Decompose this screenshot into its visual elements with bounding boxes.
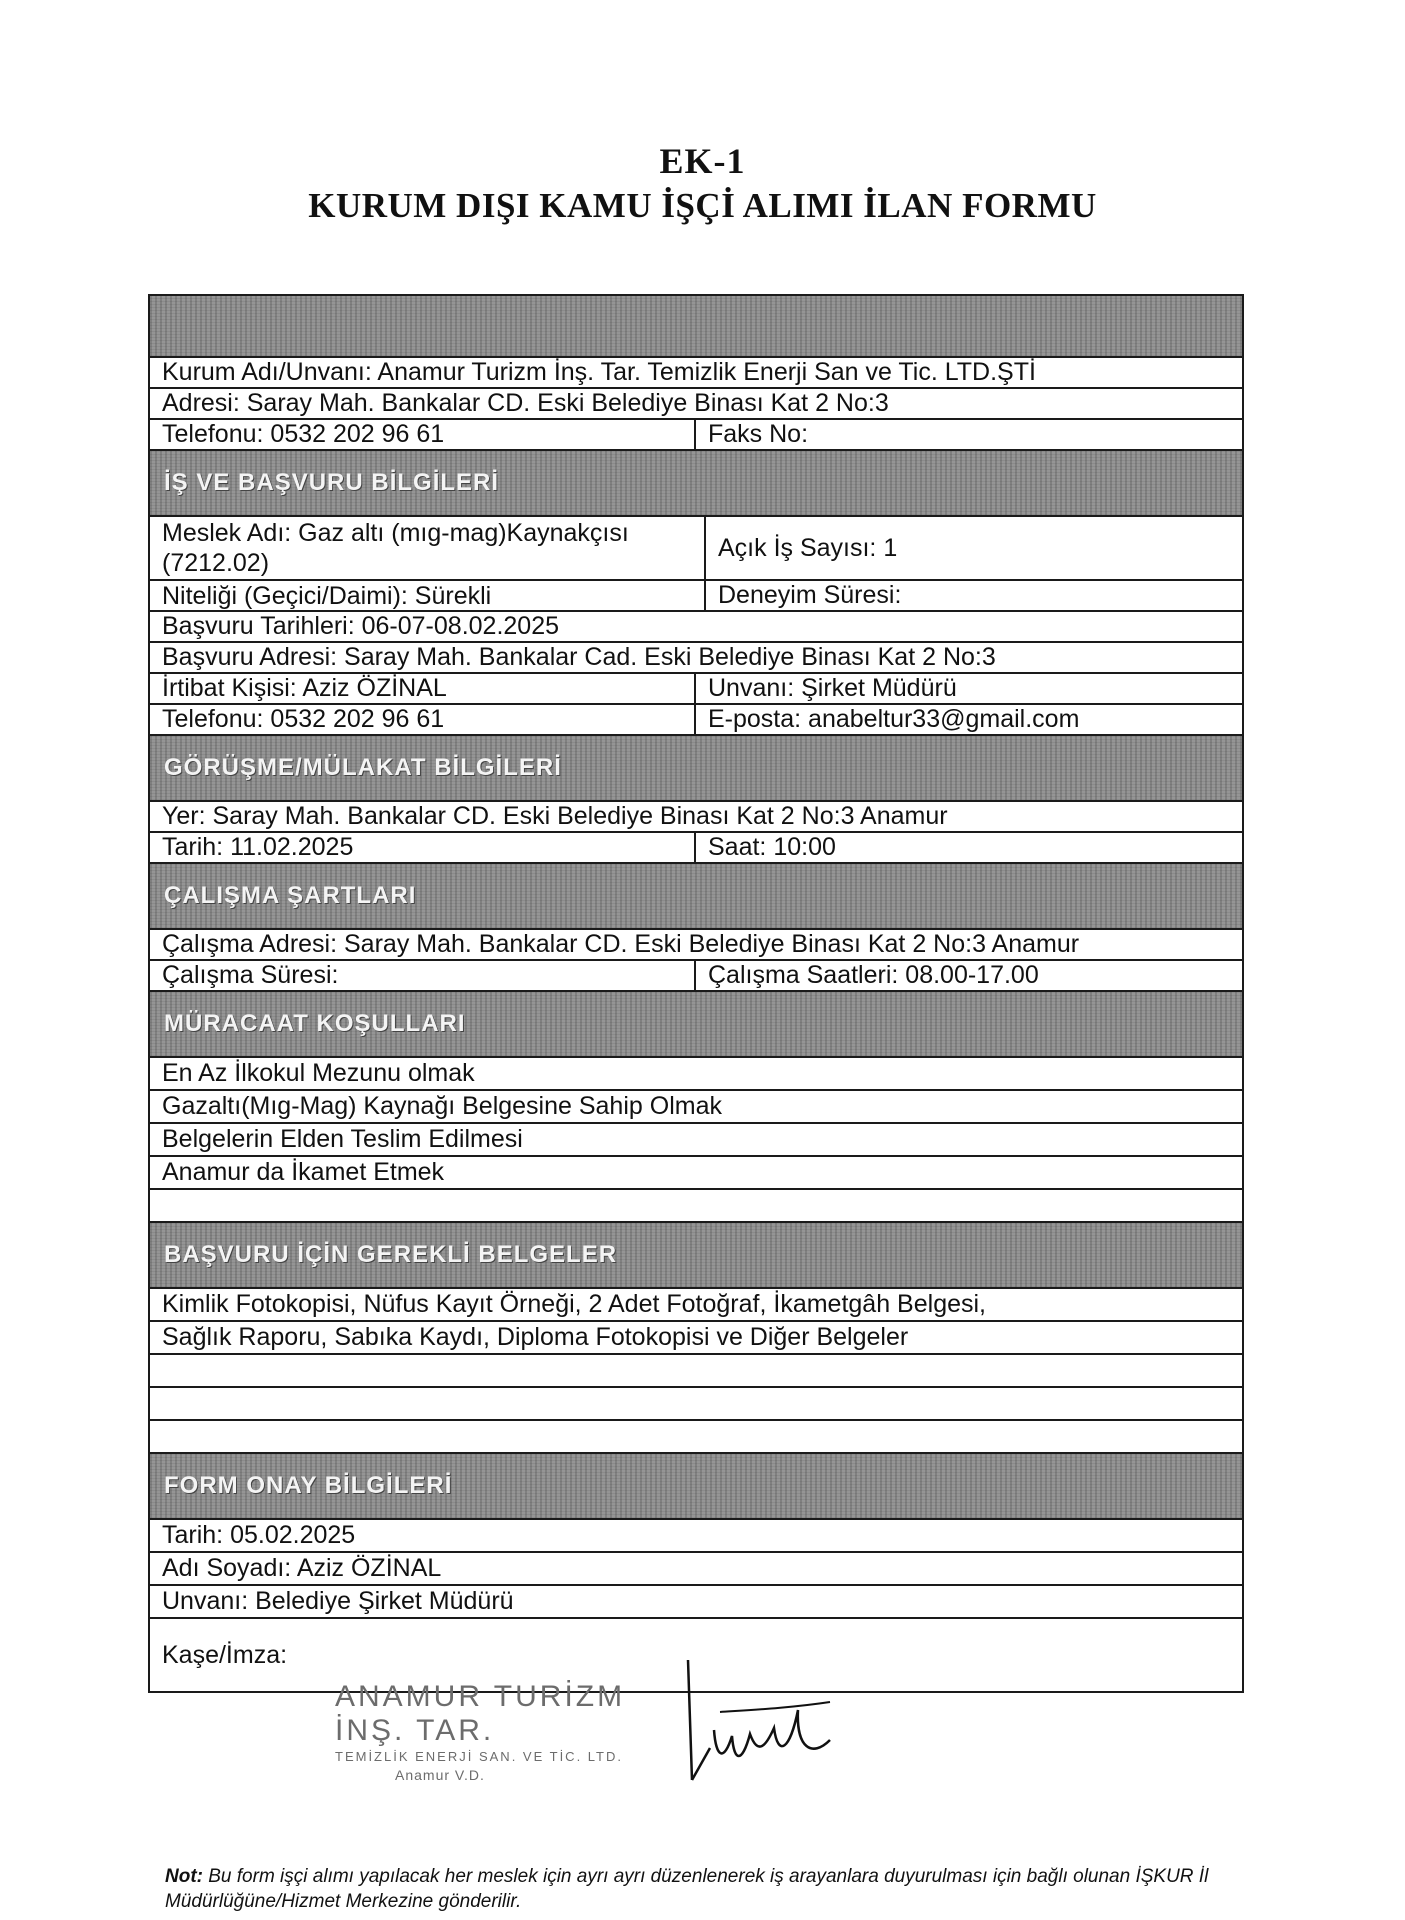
- institution-name-row: [148, 358, 1244, 389]
- list-item: [148, 1322, 1244, 1355]
- list-item: [148, 1058, 1244, 1091]
- list-item: [148, 1388, 1244, 1421]
- section-header-requirements: [148, 992, 1244, 1058]
- section-header-approval: [148, 1454, 1244, 1520]
- institution-phone: Telefonu: 0532 202 96 61: [150, 420, 696, 449]
- section-title: GÖRÜŞME/MÜLAKAT BİLGİLERİ: [164, 754, 562, 781]
- interview-time: Saat: 10:00: [708, 833, 836, 861]
- document-text: [150, 1355, 1242, 1386]
- contact-title: Unvanı: Şirket Müdürü: [708, 674, 957, 702]
- list-item: [148, 1421, 1244, 1454]
- company-stamp: [335, 1680, 695, 1790]
- section-title: MÜRACAAT KOŞULLARI: [164, 1010, 466, 1037]
- interview-datetime-row: [148, 833, 1244, 864]
- institution-fax: Faks No:: [708, 420, 809, 448]
- note-label: Not:: [165, 1866, 203, 1887]
- document-text: [150, 1388, 1242, 1419]
- interview-date: Tarih: 11.02.2025: [150, 833, 696, 862]
- application-dates: Başvuru Tarihleri: 06-07-08.02.2025: [162, 612, 560, 640]
- contact-phone-row: [148, 705, 1244, 736]
- stamp-line-2: TEMİZLİK ENERJİ SAN. VE TİC. LTD.: [335, 1749, 624, 1764]
- section-header-interview: [148, 736, 1244, 802]
- section-header-job: [148, 451, 1244, 517]
- stamp-line-3: Anamur V.D.: [395, 1767, 485, 1783]
- contact-person: İrtibat Kişisi: Aziz ÖZİNAL: [150, 674, 696, 703]
- experience: Deneyim Süresi:: [718, 581, 902, 609]
- section-header-institution: [148, 294, 1244, 358]
- work-hours: Çalışma Saatleri: 08.00-17.00: [708, 961, 1039, 989]
- approval-name-row: [148, 1553, 1244, 1586]
- work-duration: Çalışma Süresi:: [150, 961, 696, 990]
- work-address-row: [148, 930, 1244, 961]
- announcement-form: [148, 294, 1244, 1693]
- contact-email: E-posta: anabeltur33@gmail.com: [708, 705, 1080, 733]
- approval-date: Tarih: 05.02.2025: [162, 1521, 356, 1549]
- list-item: [148, 1091, 1244, 1124]
- approval-name: Adı Soyadı: Aziz ÖZİNAL: [162, 1554, 442, 1582]
- section-title: FORM ONAY BİLGİLERİ: [164, 1472, 453, 1499]
- list-item: [148, 1355, 1244, 1388]
- section-header-conditions: [148, 864, 1244, 930]
- requirement-text: [150, 1190, 1242, 1221]
- list-item: [148, 1190, 1244, 1223]
- list-item: [148, 1157, 1244, 1190]
- institution-address-row: [148, 389, 1244, 420]
- document-text: Kimlik Fotokopisi, Nüfus Kayıt Örneği, 2 Adet Fotoğraf, İkametgâh Belgesi,: [162, 1290, 986, 1318]
- contact-phone: Telefonu: 0532 202 96 61: [150, 705, 696, 734]
- occupation-row: [148, 517, 1244, 581]
- job-nature: Niteliği (Geçici/Daimi): Sürekli: [150, 581, 706, 610]
- approval-title: Unvanı: Belediye Şirket Müdürü: [162, 1587, 514, 1615]
- section-title: İŞ VE BAŞVURU BİLGİLERİ: [164, 469, 500, 496]
- section-header-documents: [148, 1223, 1244, 1289]
- requirement-text: En Az İlkokul Mezunu olmak: [162, 1059, 475, 1087]
- form-code: EK-1: [659, 141, 746, 181]
- institution-contact-row: [148, 420, 1244, 451]
- footnote: [165, 1864, 1255, 1914]
- list-item: [148, 1289, 1244, 1322]
- requirement-text: Gazaltı(Mıg-Mag) Kaynağı Belgesine Sahip Olmak: [162, 1092, 722, 1120]
- nature-row: [148, 581, 1244, 612]
- institution-address: Adresi: Saray Mah. Bankalar CD. Eski Belediye Binası Kat 2 No:3: [162, 389, 889, 417]
- application-dates-row: [148, 612, 1244, 643]
- section-title: BAŞVURU İÇİN GEREKLİ BELGELER: [164, 1241, 618, 1268]
- contact-person-row: [148, 674, 1244, 705]
- section-title: ÇALIŞMA ŞARTLARI: [164, 882, 417, 909]
- stamp-line-1: ANAMUR TURİZM İNŞ. TAR.: [335, 1680, 626, 1747]
- application-address-row: [148, 643, 1244, 674]
- approval-date-row: [148, 1520, 1244, 1553]
- interview-place: Yer: Saray Mah. Bankalar CD. Eski Belediye Binası Kat 2 No:3 Anamur: [162, 802, 948, 830]
- application-address: Başvuru Adresi: Saray Mah. Bankalar Cad. Eski Belediye Binası Kat 2 No:3: [162, 643, 996, 671]
- document-text: Sağlık Raporu, Sabıka Kaydı, Diploma Fotokopisi ve Diğer Belgeler: [162, 1323, 909, 1351]
- institution-name: Kurum Adı/Unvanı: Anamur Turizm İnş. Tar. Temizlik Enerji San ve Tic. LTD.ŞTİ: [162, 358, 1036, 386]
- form-title: KURUM DIŞI KAMU İŞÇİ ALIMI İLAN FORMU: [308, 186, 1097, 225]
- open-positions: Açık İş Sayısı: 1: [718, 533, 898, 562]
- list-item: [148, 1124, 1244, 1157]
- work-hours-row: [148, 961, 1244, 992]
- occupation: Meslek Adı: Gaz altı (mıg-mag)Kaynakçısı (7212.02): [150, 517, 706, 579]
- note-text: Bu form işçi alımı yapılacak her meslek için ayrı ayrı düzenlenerek iş arayanlara duyurulması için bağlı olunan İŞKUR İl Müdürlüğüne/Hizmet Merkezine gönderilir.: [165, 1866, 1209, 1912]
- requirement-text: Anamur da İkamet Etmek: [162, 1158, 445, 1186]
- section-title: [150, 296, 1242, 356]
- requirement-text: Belgelerin Elden Teslim Edilmesi: [162, 1125, 523, 1153]
- stamp-signature-row: [148, 1619, 1244, 1693]
- work-address: Çalışma Adresi: Saray Mah. Bankalar CD. Eski Belediye Binası Kat 2 No:3 Anamur: [162, 930, 1080, 958]
- approval-title-row: [148, 1586, 1244, 1619]
- stamp-label: Kaşe/İmza:: [162, 1640, 288, 1669]
- document-text: [150, 1421, 1242, 1452]
- interview-place-row: [148, 802, 1244, 833]
